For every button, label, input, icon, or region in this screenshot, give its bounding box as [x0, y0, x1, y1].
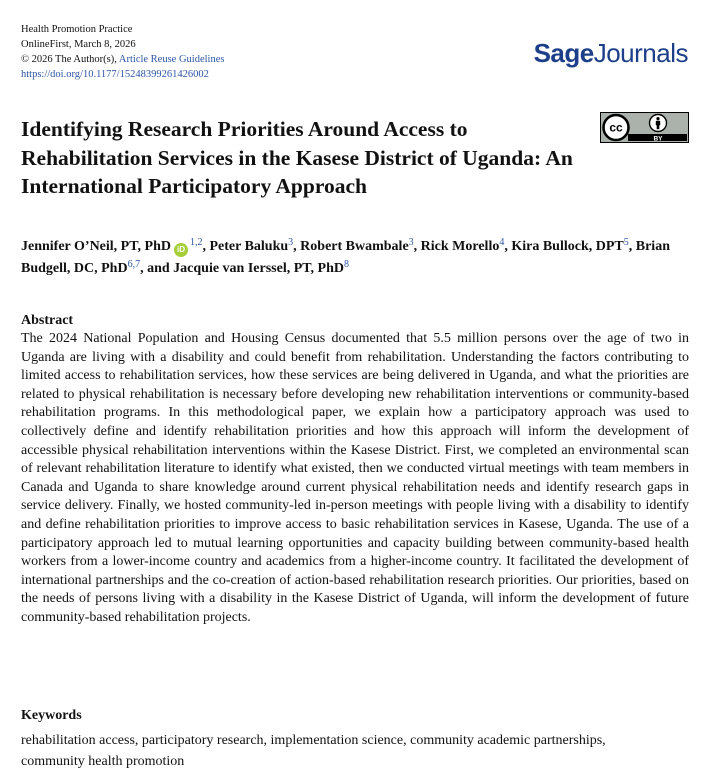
- author-name: Robert Bwambale: [300, 239, 409, 254]
- author-separator: , and: [140, 261, 174, 276]
- cc-logo-text: cc: [609, 120, 623, 135]
- cc-by-license-badge[interactable]: [600, 112, 689, 143]
- author-separator: ,: [504, 239, 512, 254]
- author-separator: ,: [628, 239, 636, 254]
- affiliation-marker[interactable]: 3: [408, 237, 414, 248]
- orcid-icon[interactable]: iD: [174, 243, 188, 257]
- affiliation-marker[interactable]: 3: [288, 237, 294, 248]
- article-meta: [21, 22, 224, 82]
- affiliation-marker[interactable]: 8: [344, 259, 350, 270]
- author-name: Jennifer O’Neil, PT, PhD: [21, 239, 171, 254]
- author-separator: ,: [413, 239, 421, 254]
- copyright-text: © 2026 The Author(s),: [21, 54, 117, 65]
- doi-link[interactable]: https://doi.org/10.1177/15248399261426002: [21, 69, 209, 80]
- affiliation-marker[interactable]: 4: [499, 237, 505, 248]
- copyright-line: [21, 52, 224, 67]
- by-label: BY: [653, 135, 663, 143]
- abstract-text: The 2024 National Population and Housing Census documented that 5.5 million persons over the age of two in Uganda are living with a disability and could benefit from rehabilitation. Understanding the factors contributing to limited access to rehabilitation services, how these services are being delivered in Uganda, and what the priorities are related to physical rehabilitation is necessary before developing new rehabilitation interventions or community-based rehabilitation programs. In this methodological paper, we explain how a participatory approach was used to collectively define and identify rehabilitation priorities and how this approach will inform the development of accessible physical rehabilitation interventions within the Kasese District. First, we completed an environmental scan of relevant rehabilitation literature to identify what existed, then we conducted virtual meetings with team members in Canada and Uganda to share knowledge around current physical rehabilitation needs and identify research gaps in service delivery. Finally, we hosted community-led in-person meetings with people living with a disability to identify and define rehabilitation priorities to improve access to basic rehabilitation services in Kasese, Uganda. The use of a participatory approach led to mutual learning opportunities and capacity building between community-based health workers from a lower-income country and academics from a higher-income country. It facilitated the development of international partnerships and the co-creation of action-based rehabilitation research priorities. Our priorities, based on the needs of persons living with a disability in the Kasese District of Uganda, will inform the development of future community-based rehabilitation projects.: [21, 331, 689, 625]
- author-name: Jacquie van Ierssel, PT, PhD: [173, 261, 345, 276]
- brand-journals: Journals: [593, 38, 688, 68]
- author-separator: ,: [202, 239, 210, 254]
- author-separator: ,: [293, 239, 301, 254]
- affiliation-marker[interactable]: 1,2: [189, 237, 203, 248]
- author-name: Rick Morello: [420, 239, 500, 254]
- author-name: Brian Budgell, DC, PhD: [21, 239, 670, 276]
- online-first-date: OnlineFirst, March 8, 2026: [21, 39, 136, 50]
- author-name: Peter Baluku: [209, 239, 289, 254]
- abstract-heading: Abstract: [21, 313, 74, 328]
- affiliation-marker[interactable]: 6,7: [127, 259, 141, 270]
- author-list: [21, 236, 691, 280]
- keywords-heading: Keywords: [21, 708, 82, 723]
- keywords-text: rehabilitation access, participatory research, implementation science, community academic partnerships, community health promotion: [21, 733, 606, 769]
- journal-name: Health Promotion Practice: [21, 24, 133, 35]
- person-icon: [650, 115, 667, 132]
- sage-journals-logo[interactable]: [534, 38, 688, 69]
- brand-sage: Sage: [533, 38, 594, 68]
- affiliation-marker[interactable]: 5: [623, 237, 629, 248]
- article-title: Identifying Research Priorities Around Access to Rehabilitation Services in the Kasese District of Uganda: An International Participatory Approach: [21, 117, 573, 198]
- author-name: Kira Bullock, DPT: [511, 239, 624, 254]
- reuse-guidelines-link[interactable]: Article Reuse Guidelines: [118, 54, 225, 65]
